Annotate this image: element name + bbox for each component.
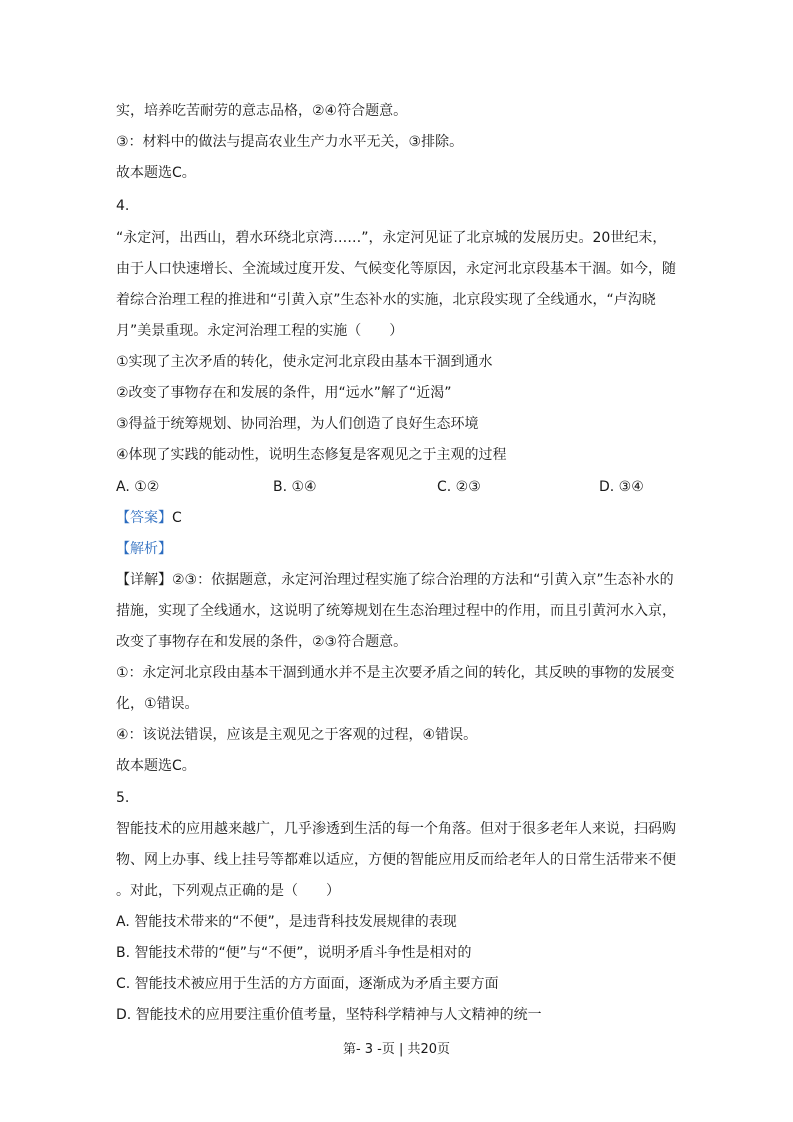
option-a: A. 智能技术带来的“不便”，是违背科技发展规律的表现 [116, 914, 457, 930]
option-b: B. 智能技术带的“便”与“不便”，说明矛盾斗争性是相对的 [116, 945, 472, 961]
statement-item: ①实现了主次矛盾的转化，使永定河北京段由基本干涸到通水 [116, 354, 493, 370]
detail-text: ②③：依据题意，永定河治理过程实施了综合治理的方法和“引黄入京”生态补水的 [172, 572, 674, 588]
question-stem: “永定河，出西山，碧水环绕北京湾……”，永定河见证了北京城的发展历史。20世纪末， [116, 230, 667, 246]
option-c: C. ②③ [437, 479, 481, 495]
statement-item: ④体现了实践的能动性，说明生态修复是客观见之于主观的过程 [116, 447, 507, 463]
page-footer: 第- 3 -页 | 共20页 [342, 1042, 451, 1057]
text-line: 改变了事物存在和发展的条件，②③符合题意。 [116, 634, 408, 650]
statement-item: ②改变了事物存在和发展的条件，用“远水”解了“近渴” [116, 385, 452, 401]
option-c: C. 智能技术被应用于生活的方方面面，逐渐成为矛盾主要方面 [116, 976, 499, 992]
answer-tag: 【答案】 [116, 510, 172, 526]
option-a: A. ①② [116, 479, 160, 495]
analysis-tag: 【解析】 [116, 541, 172, 557]
question-stem: 由于人口快速增长、全流域过度开发、气候变化等原因，永定河北京段基本干涸。如今，随 [116, 261, 676, 277]
statement-item: ③得益于统筹规划、协同治理，为人们创造了良好生态环境 [116, 416, 479, 432]
question-number: 5. [116, 790, 130, 806]
text-line: 故本题选C。 [116, 758, 196, 774]
option-b: B. ①④ [273, 479, 317, 495]
question-stem: 着综合治理工程的推进和“引黄入京”生态补水的实施，北京段实现了全线通水，“卢沟晓 [116, 292, 656, 308]
answer-line [116, 508, 182, 528]
text-line: ④：该说法错误，应该是主观见之于客观的过程，④错误。 [116, 727, 478, 743]
question-number: 4. [116, 198, 130, 214]
question-stem: 。对此，下列观点正确的是（ ） [116, 883, 340, 899]
detail-line [116, 570, 674, 590]
text-line: ③：材料中的做法与提高农业生产力水平无关，③排除。 [116, 134, 464, 150]
question-stem: 智能技术的应用越来越广，几乎渗透到生活的每一个角落。但对于很多老年人来说，扫码购 [116, 821, 676, 837]
question-stem: 物、网上办事、线上挂号等都难以适应，方便的智能应用反而给老年人的日常生活带来不便 [116, 852, 676, 868]
text-line: 故本题选C。 [116, 165, 196, 181]
option-d: D. 智能技术的应用要注重价值考量，坚特科学精神与人文精神的统一 [116, 1007, 542, 1023]
answer-value: C [172, 510, 182, 526]
text-line: 化，①错误。 [116, 696, 199, 712]
question-stem: 月”美景重现。永定河治理工程的实施（ ） [116, 323, 404, 339]
text-line: ①：永定河北京段由基本干涸到通水并不是主次要矛盾之间的转化，其反映的事物的发展变 [116, 665, 675, 681]
detail-tag: 【详解】 [116, 572, 172, 588]
text-line: 实，培养吃苦耐劳的意志品格，②④符合题意。 [116, 103, 408, 119]
text-line: 措施，实现了全线通水，这说明了统筹规划在生态治理过程中的作用，而且引黄河水入京， [116, 603, 676, 619]
option-d: D. ③④ [599, 479, 644, 495]
